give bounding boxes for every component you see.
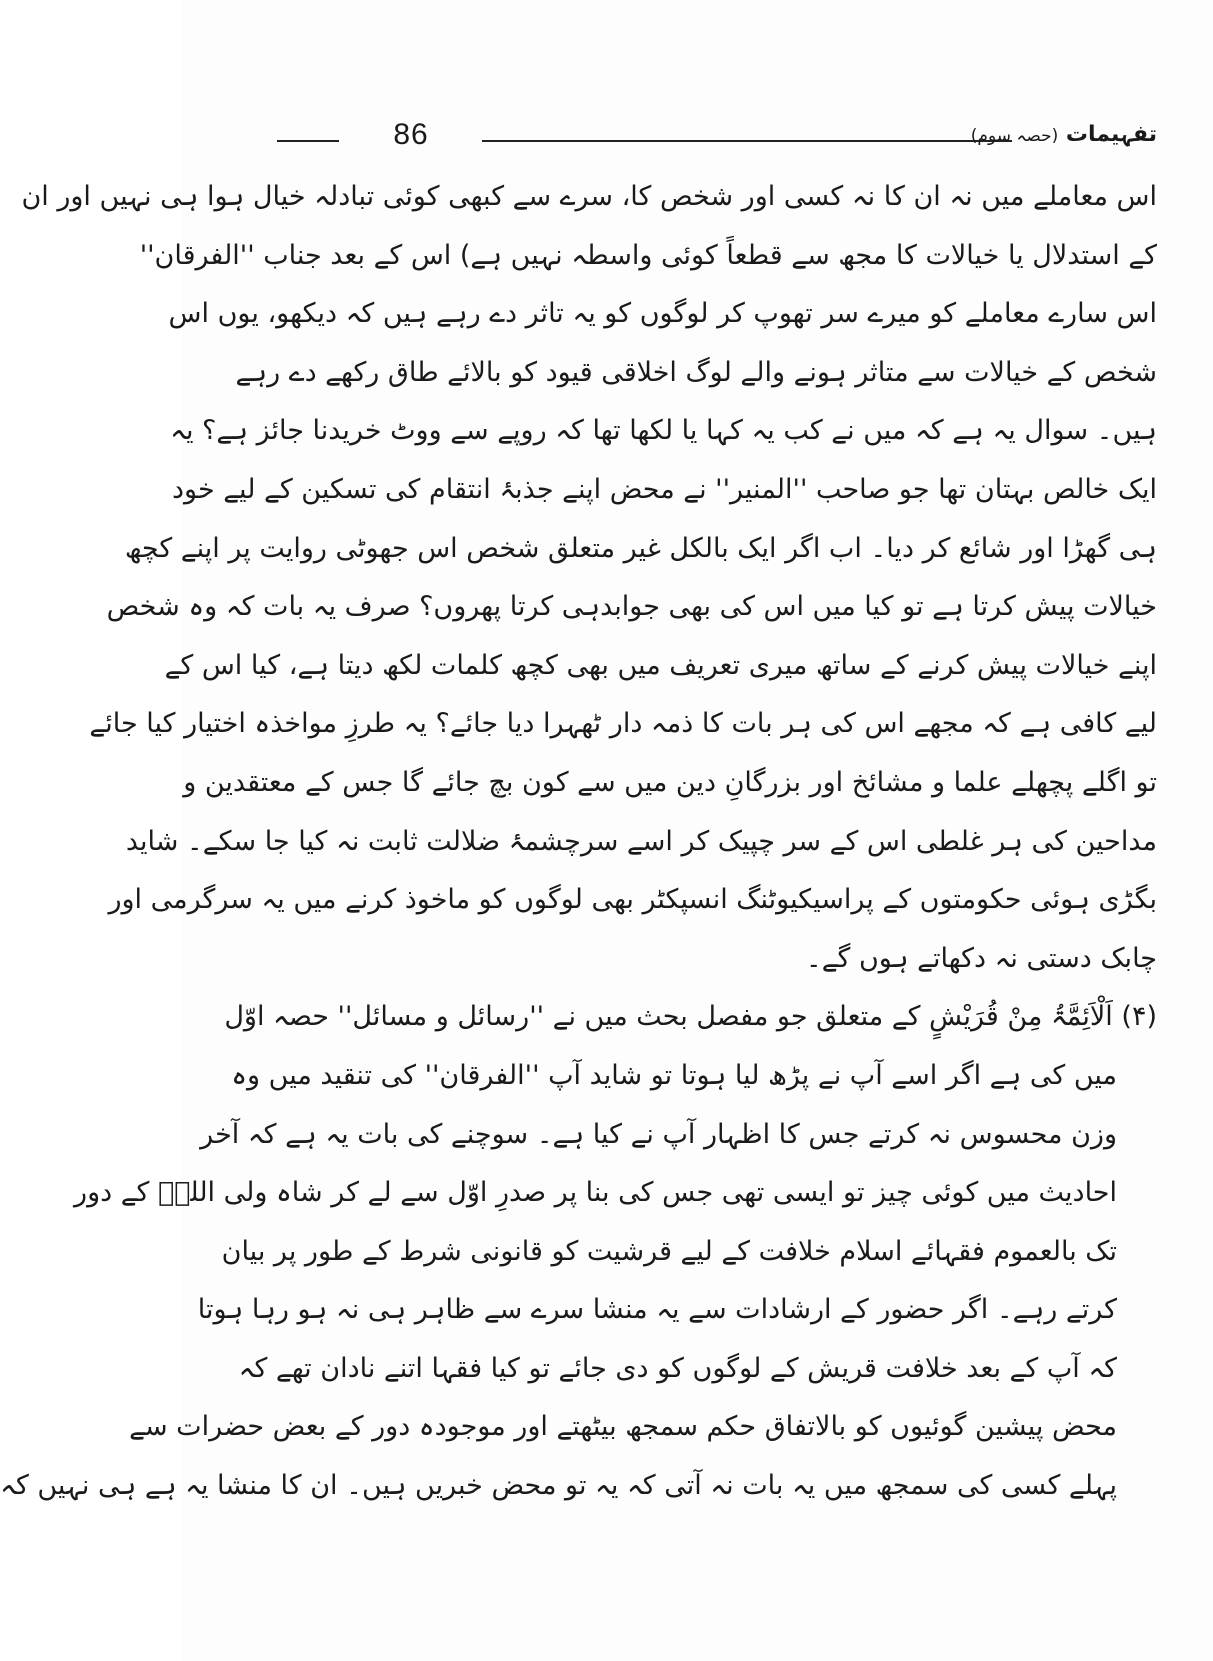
book-title-text: تفہیمات <box>1065 122 1157 147</box>
text-line: کہ آپ کے بعد خلافت قریش کے لوگوں کو دی جائے تو کیا فقہا اتنے نادان تھے کہ <box>238 1352 1117 1384</box>
text-line: محض پیشین گوئیوں کو بالاتفاق حکم سمجھ بیٹھتے اور موجودہ دور کے بعض حضرات سے <box>129 1411 1117 1443</box>
text-line: تو اگلے پچھلے علما و مشائخ اور بزرگانِ دین میں سے کون بچ جائے گا جس کے معتقدین و <box>183 766 1157 798</box>
text-line: کے استدلال یا خیالات کا مجھ سے قطعاً کوئی واسطہ نہیں ہے) اس کے بعد جناب ''الفرقان'' <box>139 239 1157 271</box>
text-line: وزن محسوس نہ کرتے جس کا اظہار آپ نے کیا ہے۔ سوچنے کی بات یہ ہے کہ آخر <box>200 1118 1117 1150</box>
header-rule-middle <box>482 140 1012 142</box>
section-label: (حصہ سوم) <box>970 126 1059 146</box>
text-line: شخص کے خیالات سے متاثر ہونے والے لوگ اخلاقی قیود کو بالائے طاق رکھے دے رہے <box>235 356 1157 388</box>
text-line: ایک خالص بہتان تھا جو صاحب ''المنیر'' نے محض اپنے جذبۂ انتقام کی تسکین کے لیے خود <box>171 473 1157 505</box>
text-line: پہلے کسی کی سمجھ میں یہ بات نہ آتی کہ یہ تو محض خبریں ہیں۔ ان کا منشا یہ ہے ہی نہیں کہ <box>0 1470 1117 1502</box>
text-line: بگڑی ہوئی حکومتوں کے پراسیکیوٹنگ انسپکٹر بھی لوگوں کو ماخوذ کرنے میں یہ سرگرمی اور <box>108 884 1157 916</box>
text-line: تک بالعموم فقہائے اسلام خلافت کے لیے قرشیت کو قانونی شرط کے طور پر بیان <box>221 1235 1117 1267</box>
running-header <box>277 118 1157 162</box>
page-number: 86 <box>393 118 429 151</box>
header-rule-left <box>277 140 339 142</box>
body-text <box>0 168 1157 1516</box>
text-line-paragraph-start: (۴) اَلْاَئِمَّۃُ مِنْ قُرَیْشٍ کے متعلق جو مفصل بحث میں نے ''رسائل و مسائل'' حصہ اوّل <box>224 1001 1157 1033</box>
book-title <box>971 122 1157 147</box>
text-line: خیالات پیش کرتا ہے تو کیا میں اس کی بھی جوابدہی کرتا پھروں؟ صرف یہ بات کہ وہ شخص <box>106 591 1157 623</box>
text-line: میں کی ہے اگر اسے آپ نے پڑھ لیا ہوتا تو شاید آپ ''الفرقان'' کی تنقید میں وہ <box>231 1059 1117 1091</box>
text-line: احادیث میں کوئی چیز تو ایسی تھی جس کی بنا پر صدرِ اوّل سے لے کر شاہ ولی اللہؒ کے دور <box>74 1177 1117 1209</box>
text-line-paragraph-end: چابک دستی نہ دکھاتے ہوں گے۔ <box>805 942 1157 974</box>
text-line: لیے کافی ہے کہ مجھے اس کی ہر بات کا ذمہ دار ٹھہرا دیا جائے؟ یہ طرزِ مواخذہ اختیار کیا جائے <box>89 708 1157 740</box>
text-line: ہی گھڑا اور شائع کر دیا۔ اب اگر ایک بالکل غیر متعلق شخص اس جھوٹی روایت پر اپنے کچھ <box>124 532 1157 564</box>
text-line: اس سارے معاملے کو میرے سر تھوپ کر لوگوں کو یہ تاثر دے رہے ہیں کہ دیکھو، یوں اس <box>168 298 1157 330</box>
text-line: اپنے خیالات پیش کرنے کے ساتھ میری تعریف میں بھی کچھ کلمات لکھ دیتا ہے، کیا اس کے <box>164 649 1157 681</box>
text-line: مداحین کی ہر غلطی اس کے سر چپیک کر اسے سرچشمۂ ضلالت ثابت نہ کیا جا سکے۔ شاید <box>125 825 1157 857</box>
text-line: ہیں۔ سوال یہ ہے کہ میں نے کب یہ کہا یا لکھا تھا کہ روپے سے ووٹ خریدنا جائز ہے؟ یہ <box>170 415 1157 447</box>
text-line: کرتے رہے۔ اگر حضور کے ارشادات سے یہ منشا سرے سے ظاہر ہی نہ ہو رہا ہوتا <box>197 1294 1117 1326</box>
text-line: اس معاملے میں نہ ان کا نہ کسی اور شخص کا، سرے سے کبھی کوئی تبادلہ خیال ہوا ہی نہیں اور ان <box>21 181 1157 212</box>
